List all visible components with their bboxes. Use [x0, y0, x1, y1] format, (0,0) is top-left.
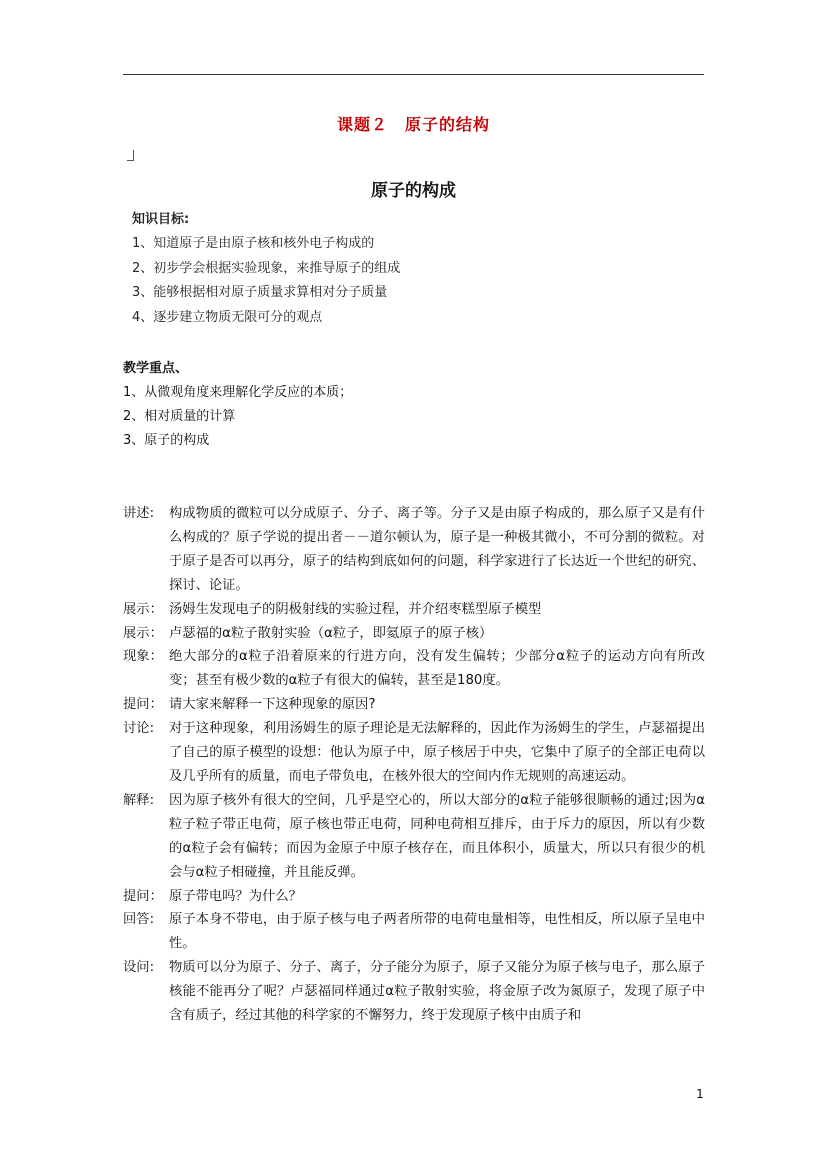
goal-item: 1、知道原子是由原子核和核外电子构成的 — [132, 236, 375, 251]
section-title: 原子的构成 — [371, 181, 456, 201]
paragraph — [123, 956, 705, 1028]
header-rule — [123, 74, 704, 75]
page-number: 1 — [696, 1087, 704, 1101]
paragraph — [123, 622, 705, 646]
paragraph-label: 设问: — [123, 960, 155, 976]
paragraph-text: 请大家来解释一下这种现象的原因? — [169, 697, 376, 713]
corner-mark — [127, 150, 134, 161]
paragraph-label: 展示： — [123, 625, 163, 641]
paragraph — [123, 645, 705, 693]
paragraph-text: 构成物质的微粒可以分成原子、分子、离子等。分子又是由原子构成的，那么原子又是有什么构成的？原子学说的提出者－－道尔顿认为，原子是一种极其微小，不可分割的微粒。对于原子是否可以再分，原子的结构到底如何的问题，科学家进行了长达近一个世纪的研究、探讨、论证。 — [169, 506, 705, 593]
paragraph-label: 解释: — [123, 792, 155, 808]
paragraph — [123, 598, 705, 622]
teaching-focus — [123, 357, 703, 453]
goals-heading: 知识目标: — [132, 212, 190, 227]
paragraph-label: 讲述: — [123, 506, 155, 521]
focus-item: 2、相对质量的计算 — [123, 409, 236, 424]
paragraph — [123, 789, 705, 885]
paragraph-text: 物质可以分为原子、分子、离子，分子能分为原子，原子又能分为原子核与电子，那么原子核能不能再分了呢？卢瑟福同样通过α粒子散射实验，将金原子改为氮原子，发现了原子中含有质子，经过其他的科学家的不懈努力，终于发现原子核中由质子和 — [169, 960, 705, 1024]
goal-item: 2、初步学会根据实验现象，来推导原子的组成 — [132, 260, 401, 276]
paragraph-label: 提问： — [123, 697, 163, 713]
paragraph-text: 原子本身不带电，由于原子核与电子两者所带的电荷电量相等，电性相反，所以原子呈电中性。 — [169, 912, 705, 952]
paragraph — [123, 908, 705, 956]
goal-item: 3、能够根据相对原子质量求算相对分子质量 — [132, 285, 388, 300]
paragraph — [123, 502, 705, 598]
paragraph-text: 因为原子核外有很大的空间，几乎是空心的，所以大部分的α粒子能够很顺畅的通过;因为α粒子粒子带正电荷，原子核也带正电荷，同种电荷相互排斥，由于斥力的原因，所以有少数的α粒子会有偏转；而因为金原子中原子核存在，而且体积小，质量大，所以只有很少的机会与α粒子相碰撞，并且能反弹。 — [169, 792, 705, 880]
paragraph — [123, 693, 705, 717]
paragraph-label: 提问： — [123, 888, 163, 904]
paragraph-label: 讨论: — [123, 721, 155, 737]
knowledge-goals — [132, 208, 692, 330]
paragraph-label: 现象： — [123, 649, 163, 665]
paragraph-label: 回答: — [123, 912, 155, 928]
paragraph — [123, 717, 705, 789]
goal-item: 4、逐步建立物质无限可分的观点 — [132, 309, 323, 325]
focus-heading: 教学重点、 — [123, 361, 189, 376]
paragraph-text: 卢瑟福的α粒子散射实验（α粒子，即氦原子的原子核） — [169, 625, 493, 641]
paragraph — [123, 885, 705, 909]
lesson-title: 课题２ 原子的结构 — [336, 115, 490, 134]
lesson-body — [123, 502, 705, 1028]
paragraph-text: 汤姆生发现电子的阴极射线的实验过程，并介绍枣糕型原子模型 — [169, 601, 542, 617]
paragraph-text: 对于这种现象，利用汤姆生的原子理论是无法解释的，因此作为汤姆生的学生，卢瑟福提出了自己的原子模型的设想：他认为原子中，原子核居于中央，它集中了原子的全部正电荷以及几乎所有的质量，而电子带负电，在核外很大的空间内作无规则的高速运动。 — [169, 721, 705, 784]
focus-item: 3、原子的构成 — [123, 433, 210, 448]
paragraph-text: 原子带电吗？为什么？ — [169, 888, 302, 904]
paragraph-text: 绝大部分的α粒子沿着原来的行进方向，没有发生偏转；少部分α粒子的运动方向有所改变；甚至有极少数的α粒子有很大的偏转，甚至是180度。 — [169, 649, 705, 689]
focus-item: 1、从微观角度来理解化学反应的本质； — [123, 385, 353, 400]
paragraph-label: 展示： — [123, 601, 163, 617]
